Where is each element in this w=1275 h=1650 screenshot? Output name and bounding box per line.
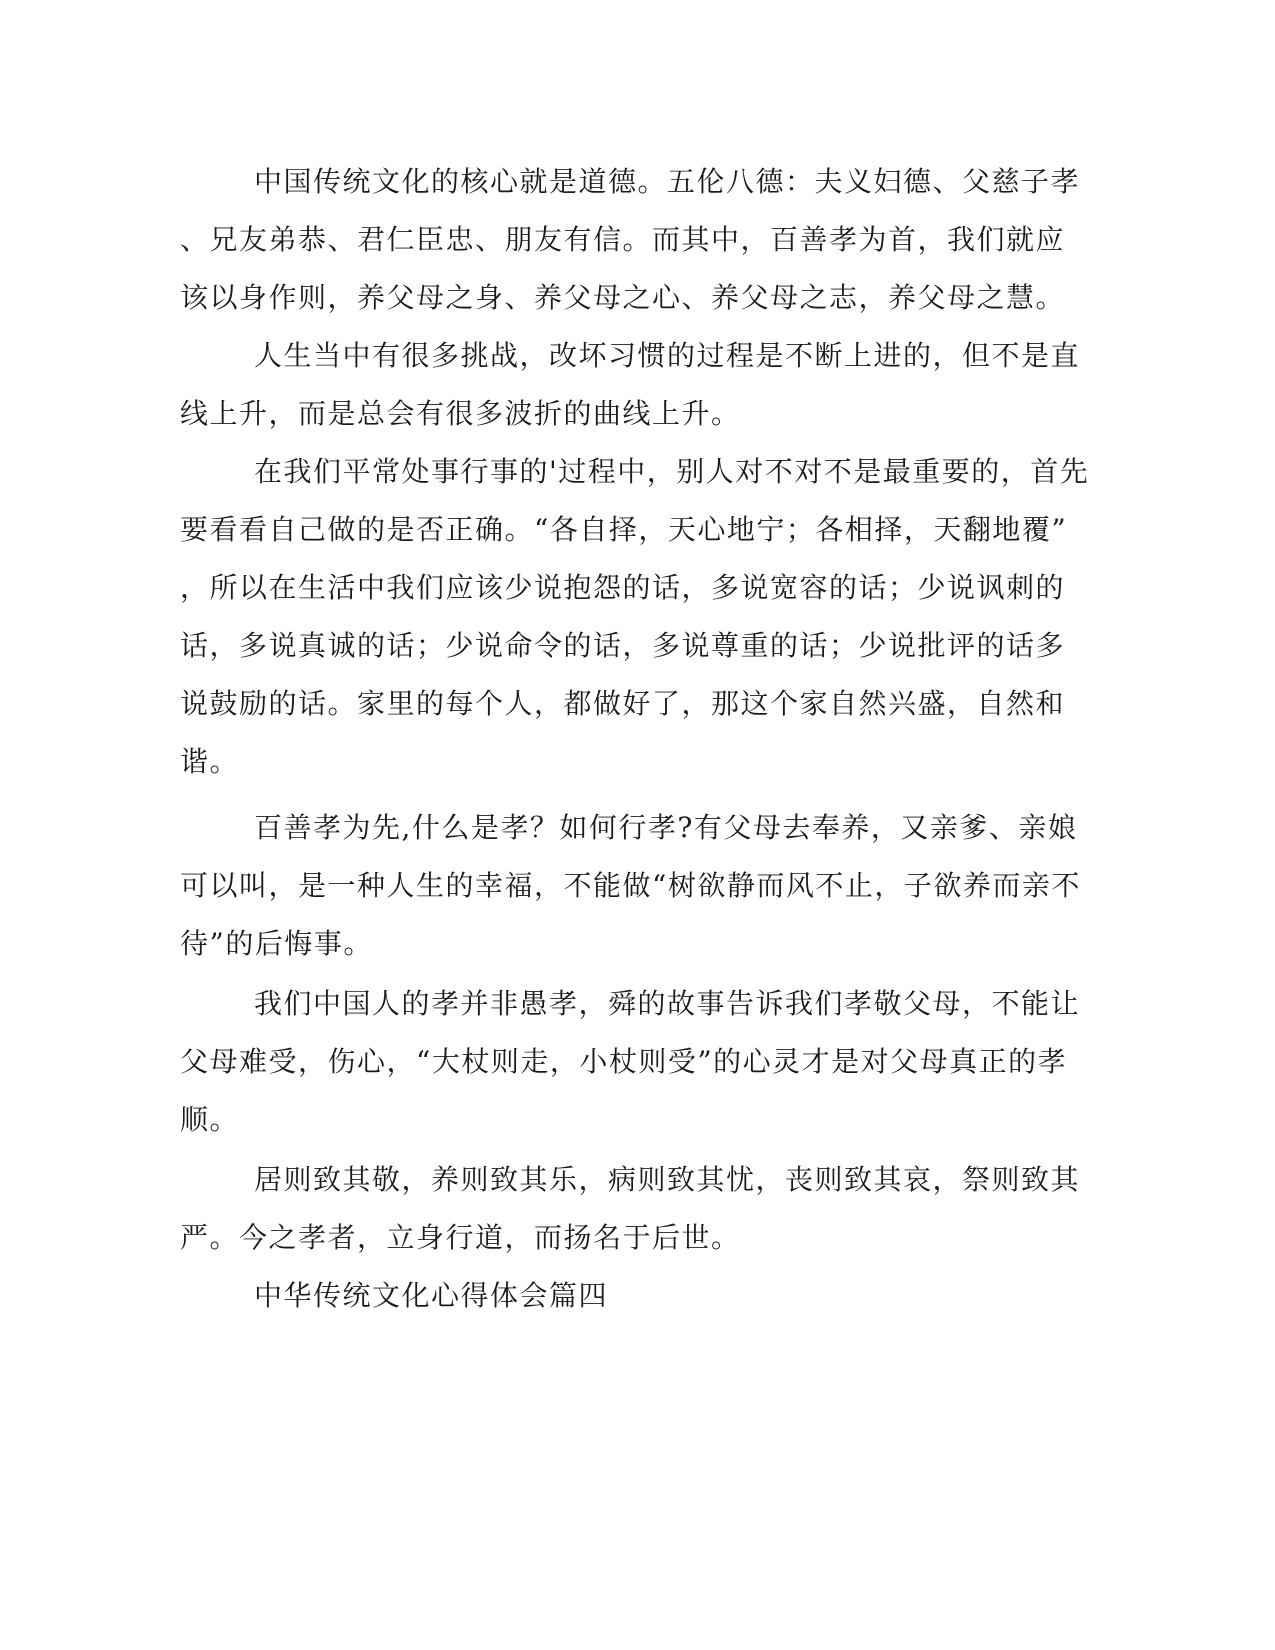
text-line: 可以叫，是一种人生的幸福，不能做“树欲静而风不止，子欲养而亲不 xyxy=(180,869,1081,902)
text-line: 要看看自己做的是否正确。“各自择，天心地宁；各相择，天翻地覆” xyxy=(180,513,1068,546)
text-line: 严。今之孝者，立身行道，而扬名于后世。 xyxy=(180,1221,741,1254)
text-line: 该以身作则，养父母之身、养父母之心、养父母之志，养父母之慧。 xyxy=(180,281,1066,314)
text-line: 我们中国人的孝并非愚孝，舜的故事告诉我们孝敬父母，不能让 xyxy=(254,987,1081,1020)
text-line: 居则致其敬，养则致其乐，病则致其忧，丧则致其哀，祭则致其 xyxy=(254,1163,1081,1196)
text-line: 话，多说真诚的话；少说命令的话，多说尊重的话；少说批评的话多 xyxy=(180,629,1066,662)
text-line: 在我们平常处事行事的'过程中，别人对不对不是最重要的，首先 xyxy=(254,455,1090,488)
text-line: 待”的后悔事。 xyxy=(180,927,373,960)
text-line: ，所以在生活中我们应该少说抱怨的话，多说宽容的话；少说讽刺的 xyxy=(180,571,1066,604)
text-line: 父母难受，伤心，“大杖则走，小杖则受”的心灵才是对父母真正的孝 xyxy=(180,1045,1068,1078)
text-line: 谐。 xyxy=(180,745,240,778)
text-line: 说鼓励的话。家里的每个人，都做好了，那这个家自然兴盛，自然和 xyxy=(180,687,1066,720)
text-line: 线上升，而是总会有很多波折的曲线上升。 xyxy=(180,397,741,430)
text-line: 人生当中有很多挑战，改坏习惯的过程是不断上进的，但不是直 xyxy=(254,339,1081,372)
text-line: 百善孝为先,什么是孝？如何行孝?有父母去奉养，又亲爹、亲娘 xyxy=(254,811,1078,844)
text-line: 中国传统文化的核心就是道德。五伦八德：夫义妇德、父慈子孝 xyxy=(254,165,1081,198)
text-line: 顺。 xyxy=(180,1103,240,1136)
section-title: 中华传统文化心得体会篇四 xyxy=(254,1279,609,1312)
text-line: 、兄友弟恭、君仁臣忠、朋友有信。而其中，百善孝为首，我们就应 xyxy=(180,223,1066,256)
